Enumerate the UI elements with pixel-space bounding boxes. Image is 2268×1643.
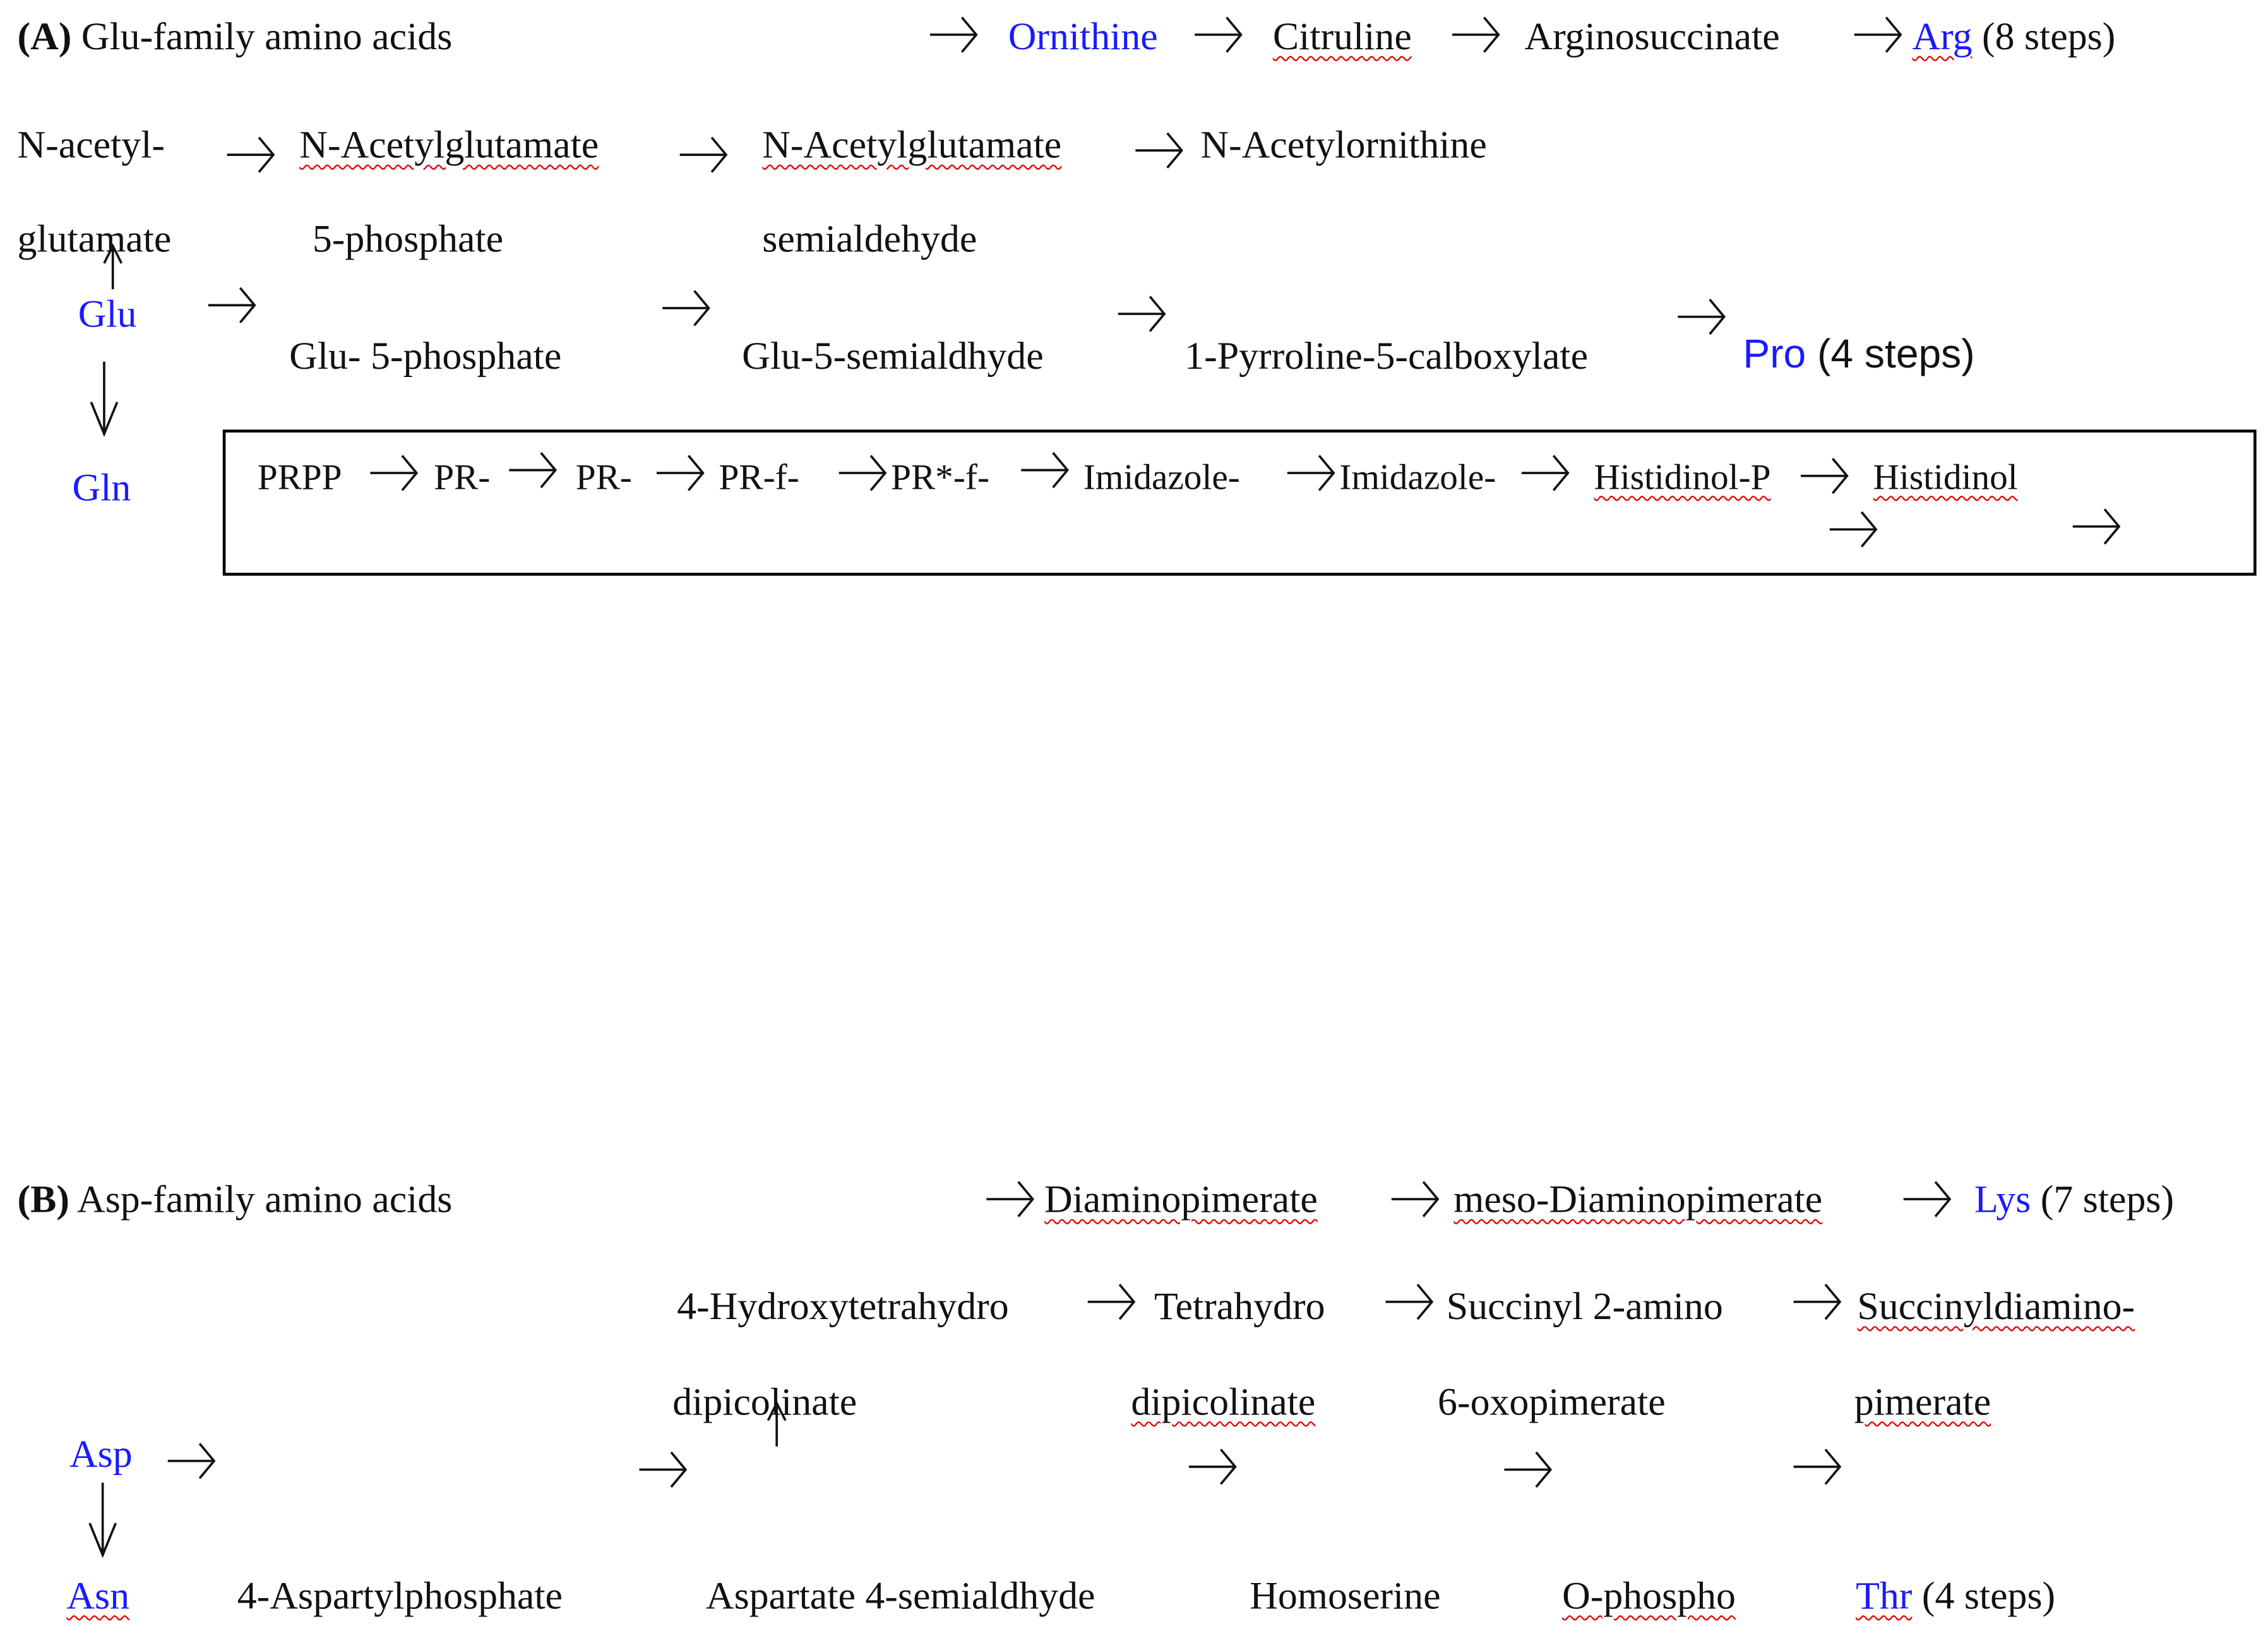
arrow-icon bbox=[227, 138, 273, 172]
arrow-icon bbox=[657, 456, 703, 491]
meso-diaminopimerate: meso-Diaminopimerate bbox=[1453, 1177, 1823, 1221]
arginosuccinate: Arginosuccinate bbox=[1524, 14, 1780, 58]
arrow-icon bbox=[1794, 1449, 1840, 1484]
arrow-icon bbox=[1386, 1284, 1432, 1319]
his-step: PR- bbox=[575, 458, 632, 498]
aspartylphosphate: 4-Aspartylphosphate bbox=[237, 1574, 563, 1618]
arrow-icon bbox=[1021, 453, 1067, 487]
arrow-icon bbox=[680, 138, 726, 172]
arrow-icon bbox=[1135, 133, 1181, 168]
arrow-icon bbox=[1452, 17, 1498, 52]
arrow-icon bbox=[986, 1182, 1032, 1217]
his-step: PR*-f- bbox=[891, 458, 990, 498]
his-step: Imidazole- bbox=[1083, 458, 1240, 498]
section-a-heading: (A) Glu-family amino acids bbox=[17, 14, 453, 58]
arrow-icon bbox=[1794, 1284, 1840, 1319]
thr-label: Thr (4 steps) bbox=[1856, 1574, 2056, 1618]
asn: Asn bbox=[66, 1574, 130, 1618]
arrow-icon bbox=[640, 1452, 686, 1487]
n-acetylglutamate-l2: glutamate bbox=[17, 217, 172, 261]
o-phosphohomoserine: O-phospho bbox=[1562, 1574, 1736, 1618]
his-step: Histidinol bbox=[1873, 458, 2018, 498]
soap-l1: Succinyl 2-amino bbox=[1446, 1284, 1723, 1328]
his-step: Histidinol-P bbox=[1594, 458, 1771, 498]
ahtd-l2: dipicolinate bbox=[672, 1380, 857, 1424]
arrow-icon bbox=[662, 290, 708, 325]
sdap-l1: Succinyldiamino- bbox=[1857, 1284, 2135, 1328]
arrow-icon bbox=[1801, 458, 1847, 493]
nagsa-l2: semialdehyde bbox=[762, 217, 977, 261]
arrow-icon bbox=[1088, 1284, 1134, 1319]
arrow-icon bbox=[1678, 299, 1724, 334]
gln: Gln bbox=[72, 465, 131, 510]
arrow-icon bbox=[1904, 1182, 1950, 1217]
arrow-icon bbox=[1522, 456, 1568, 491]
ahtd-l1: 4-Hydroxytetrahydro bbox=[677, 1284, 1009, 1328]
his-step: PR-f- bbox=[719, 458, 799, 498]
arrow-icon bbox=[104, 246, 121, 289]
arrow-icon bbox=[1392, 1182, 1438, 1217]
arrow-icon bbox=[370, 456, 416, 491]
n-acetylornithine: N-Acetylornithine bbox=[1200, 122, 1487, 167]
diaminopimerate: Diaminopimerate bbox=[1044, 1177, 1318, 1221]
arrow-icon bbox=[768, 1403, 785, 1447]
homoserine: Homoserine bbox=[1250, 1574, 1441, 1618]
sdap-l2: pimerate bbox=[1854, 1380, 1991, 1424]
nag5p-l1: N-Acetylglutamate bbox=[299, 122, 599, 167]
pro-label: Pro (4 steps) bbox=[1743, 331, 1975, 376]
aspartate-semialdehyde: Aspartate 4-semialdhyde bbox=[705, 1574, 1095, 1618]
ornithine: Ornithine bbox=[1008, 14, 1158, 58]
thdp-l2: dipicolinate bbox=[1131, 1380, 1316, 1424]
p5c: 1-Pyrroline-5-calboxylate bbox=[1185, 334, 1589, 378]
section-b-heading: (B) Asp-family amino acids bbox=[17, 1177, 453, 1221]
arrow-icon bbox=[2073, 509, 2119, 544]
asp: Asp bbox=[69, 1431, 133, 1476]
lys-label: Lys (7 steps) bbox=[1974, 1177, 2175, 1221]
arrow-icon bbox=[1118, 297, 1164, 332]
his-step: PR- bbox=[434, 458, 491, 498]
arrow-icon bbox=[839, 456, 885, 491]
nagsa-l1: N-Acetylglutamate bbox=[762, 122, 1062, 167]
arrow-icon bbox=[930, 17, 976, 52]
arrow-icon bbox=[1504, 1452, 1550, 1487]
thdp-l1: Tetrahydro bbox=[1154, 1284, 1325, 1328]
glu-5-semialdehyde: Glu-5-semialdhyde bbox=[742, 334, 1044, 378]
arrow-icon bbox=[1195, 17, 1241, 52]
his-step: Imidazole- bbox=[1339, 458, 1496, 498]
arrow-icon bbox=[208, 288, 254, 323]
arrow-icon bbox=[91, 362, 117, 434]
arrow-icon bbox=[1830, 512, 1876, 547]
arg-label: Arg (8 steps) bbox=[1912, 14, 2116, 58]
n-acetylglutamate-l1: N-acetyl- bbox=[17, 122, 165, 167]
his-step: PRPP bbox=[257, 458, 342, 498]
glu: Glu bbox=[78, 292, 137, 336]
arrow-icon bbox=[168, 1443, 214, 1478]
arrow-icon bbox=[509, 453, 555, 487]
nag5p-l2: 5-phosphate bbox=[312, 217, 504, 261]
citruline: Citruline bbox=[1272, 14, 1412, 58]
arrow-icon bbox=[1189, 1449, 1235, 1484]
arrow-icon bbox=[90, 1483, 116, 1555]
arrow-icon bbox=[1854, 17, 1901, 52]
glu-5-phosphate: Glu- 5-phosphate bbox=[289, 334, 562, 378]
soap-l2: 6-oxopimerate bbox=[1438, 1380, 1666, 1424]
arrow-icon bbox=[1287, 456, 1334, 491]
